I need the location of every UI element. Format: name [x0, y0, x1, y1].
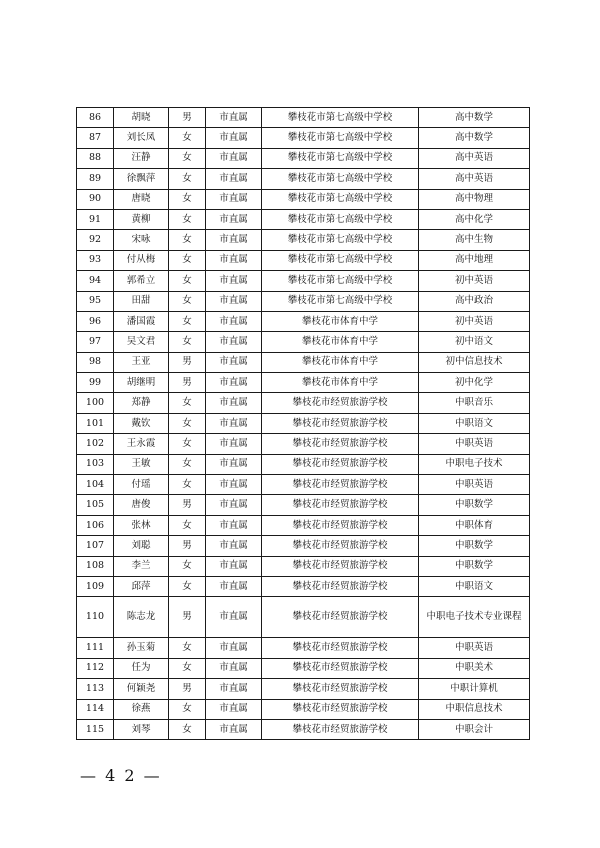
table-row — [77, 332, 530, 352]
cell-gender: 女 — [169, 638, 206, 658]
cell-gender: 女 — [169, 658, 206, 678]
cell-number: 104 — [77, 475, 114, 495]
cell-school: 攀枝花市第七高级中学校 — [262, 209, 419, 229]
table-row — [77, 271, 530, 291]
cell-gender: 女 — [169, 128, 206, 148]
cell-school: 攀枝花市经贸旅游学校 — [262, 699, 419, 719]
cell-affiliation: 市直属 — [206, 719, 262, 739]
cell-name: 吴文君 — [114, 332, 169, 352]
cell-name: 黄柳 — [114, 209, 169, 229]
cell-affiliation: 市直属 — [206, 638, 262, 658]
table-row — [77, 291, 530, 311]
cell-gender: 女 — [169, 699, 206, 719]
cell-affiliation: 市直属 — [206, 393, 262, 413]
cell-number: 97 — [77, 332, 114, 352]
cell-subject: 高中化学 — [419, 209, 530, 229]
cell-school: 攀枝花市经贸旅游学校 — [262, 475, 419, 495]
cell-school: 攀枝花市经贸旅游学校 — [262, 495, 419, 515]
table-row — [77, 699, 530, 719]
cell-subject: 中职美术 — [419, 658, 530, 678]
cell-gender: 女 — [169, 189, 206, 209]
roster-table — [76, 107, 530, 740]
cell-affiliation: 市直属 — [206, 597, 262, 638]
cell-gender: 男 — [169, 679, 206, 699]
table-row — [77, 209, 530, 229]
cell-gender: 女 — [169, 576, 206, 596]
cell-name: 陈志龙 — [114, 597, 169, 638]
cell-gender: 女 — [169, 413, 206, 433]
cell-affiliation: 市直属 — [206, 679, 262, 699]
cell-name: 徐飘萍 — [114, 169, 169, 189]
cell-number: 89 — [77, 169, 114, 189]
cell-subject: 中职电子技术专业课程 — [419, 597, 530, 638]
table-row — [77, 230, 530, 250]
cell-school: 攀枝花市经贸旅游学校 — [262, 413, 419, 433]
cell-number: 94 — [77, 271, 114, 291]
cell-gender: 女 — [169, 250, 206, 270]
cell-school: 攀枝花市经贸旅游学校 — [262, 556, 419, 576]
cell-gender: 女 — [169, 271, 206, 291]
cell-gender: 男 — [169, 495, 206, 515]
cell-subject: 初中英语 — [419, 311, 530, 331]
cell-name: 唐俊 — [114, 495, 169, 515]
table-row — [77, 536, 530, 556]
cell-subject: 高中数学 — [419, 128, 530, 148]
cell-number: 106 — [77, 515, 114, 535]
cell-name: 戴钦 — [114, 413, 169, 433]
cell-gender: 女 — [169, 169, 206, 189]
cell-name: 王亚 — [114, 352, 169, 372]
cell-gender: 女 — [169, 209, 206, 229]
cell-subject: 高中生物 — [419, 230, 530, 250]
table-row — [77, 434, 530, 454]
cell-school: 攀枝花市经贸旅游学校 — [262, 658, 419, 678]
cell-gender: 女 — [169, 148, 206, 168]
cell-affiliation: 市直属 — [206, 332, 262, 352]
cell-affiliation: 市直属 — [206, 128, 262, 148]
table-row — [77, 679, 530, 699]
cell-school: 攀枝花市第七高级中学校 — [262, 250, 419, 270]
cell-subject: 中职英语 — [419, 475, 530, 495]
table-row — [77, 189, 530, 209]
roster-table-body — [77, 108, 530, 740]
cell-subject: 中职电子技术 — [419, 454, 530, 474]
cell-subject: 中职数学 — [419, 556, 530, 576]
cell-affiliation: 市直属 — [206, 699, 262, 719]
cell-number: 110 — [77, 597, 114, 638]
cell-gender: 男 — [169, 597, 206, 638]
cell-subject: 中职会计 — [419, 719, 530, 739]
cell-number: 87 — [77, 128, 114, 148]
table-row — [77, 169, 530, 189]
cell-school: 攀枝花市经贸旅游学校 — [262, 454, 419, 474]
table-row — [77, 576, 530, 596]
cell-affiliation: 市直属 — [206, 536, 262, 556]
cell-subject: 初中信息技术 — [419, 352, 530, 372]
cell-school: 攀枝花市经贸旅游学校 — [262, 393, 419, 413]
cell-school: 攀枝花市经贸旅游学校 — [262, 597, 419, 638]
table-row — [77, 638, 530, 658]
cell-affiliation: 市直属 — [206, 291, 262, 311]
cell-name: 宋咏 — [114, 230, 169, 250]
cell-subject: 高中政治 — [419, 291, 530, 311]
cell-affiliation: 市直属 — [206, 454, 262, 474]
cell-gender: 女 — [169, 393, 206, 413]
cell-number: 111 — [77, 638, 114, 658]
cell-name: 胡继明 — [114, 373, 169, 393]
cell-subject: 中职英语 — [419, 638, 530, 658]
cell-gender: 男 — [169, 373, 206, 393]
cell-subject: 高中英语 — [419, 148, 530, 168]
cell-subject: 中职信息技术 — [419, 699, 530, 719]
table-row — [77, 373, 530, 393]
cell-affiliation: 市直属 — [206, 434, 262, 454]
cell-subject: 中职英语 — [419, 434, 530, 454]
cell-number: 99 — [77, 373, 114, 393]
table-row — [77, 597, 530, 638]
cell-affiliation: 市直属 — [206, 311, 262, 331]
table-row — [77, 108, 530, 128]
cell-affiliation: 市直属 — [206, 209, 262, 229]
cell-subject: 中职音乐 — [419, 393, 530, 413]
cell-school: 攀枝花市第七高级中学校 — [262, 128, 419, 148]
cell-number: 98 — [77, 352, 114, 372]
cell-gender: 女 — [169, 454, 206, 474]
cell-school: 攀枝花市第七高级中学校 — [262, 169, 419, 189]
cell-name: 王敏 — [114, 454, 169, 474]
cell-affiliation: 市直属 — [206, 148, 262, 168]
cell-school: 攀枝花市经贸旅游学校 — [262, 576, 419, 596]
cell-subject: 中职数学 — [419, 536, 530, 556]
cell-name: 刘琴 — [114, 719, 169, 739]
cell-name: 刘长凤 — [114, 128, 169, 148]
cell-school: 攀枝花市第七高级中学校 — [262, 271, 419, 291]
cell-number: 90 — [77, 189, 114, 209]
cell-name: 任为 — [114, 658, 169, 678]
table-row — [77, 128, 530, 148]
cell-name: 郭希立 — [114, 271, 169, 291]
cell-affiliation: 市直属 — [206, 475, 262, 495]
cell-subject: 高中物理 — [419, 189, 530, 209]
table-row — [77, 515, 530, 535]
cell-school: 攀枝花市第七高级中学校 — [262, 291, 419, 311]
cell-affiliation: 市直属 — [206, 413, 262, 433]
cell-affiliation: 市直属 — [206, 515, 262, 535]
cell-affiliation: 市直属 — [206, 250, 262, 270]
table-row — [77, 148, 530, 168]
table-row — [77, 658, 530, 678]
cell-school: 攀枝花市体育中学 — [262, 352, 419, 372]
table-row — [77, 352, 530, 372]
table-row — [77, 495, 530, 515]
cell-affiliation: 市直属 — [206, 576, 262, 596]
cell-school: 攀枝花市第七高级中学校 — [262, 108, 419, 128]
cell-affiliation: 市直属 — [206, 169, 262, 189]
cell-number: 109 — [77, 576, 114, 596]
cell-gender: 女 — [169, 719, 206, 739]
cell-number: 103 — [77, 454, 114, 474]
cell-gender: 女 — [169, 475, 206, 495]
cell-school: 攀枝花市经贸旅游学校 — [262, 536, 419, 556]
cell-name: 刘聪 — [114, 536, 169, 556]
table-row — [77, 556, 530, 576]
cell-number: 95 — [77, 291, 114, 311]
cell-subject: 高中数学 — [419, 108, 530, 128]
cell-number: 100 — [77, 393, 114, 413]
cell-school: 攀枝花市经贸旅游学校 — [262, 434, 419, 454]
cell-affiliation: 市直属 — [206, 108, 262, 128]
cell-subject: 中职数学 — [419, 495, 530, 515]
cell-name: 潘国霞 — [114, 311, 169, 331]
table-row — [77, 311, 530, 331]
cell-gender: 女 — [169, 311, 206, 331]
cell-number: 108 — [77, 556, 114, 576]
cell-name: 孙玉菊 — [114, 638, 169, 658]
cell-affiliation: 市直属 — [206, 189, 262, 209]
table-row — [77, 475, 530, 495]
cell-affiliation: 市直属 — [206, 230, 262, 250]
cell-name: 邱萍 — [114, 576, 169, 596]
cell-number: 86 — [77, 108, 114, 128]
cell-name: 唐晓 — [114, 189, 169, 209]
cell-number: 93 — [77, 250, 114, 270]
cell-subject: 初中化学 — [419, 373, 530, 393]
cell-number: 113 — [77, 679, 114, 699]
cell-name: 张林 — [114, 515, 169, 535]
cell-affiliation: 市直属 — [206, 271, 262, 291]
cell-school: 攀枝花市经贸旅游学校 — [262, 515, 419, 535]
cell-name: 李兰 — [114, 556, 169, 576]
cell-subject: 中职语文 — [419, 576, 530, 596]
cell-name: 王永霞 — [114, 434, 169, 454]
cell-name: 付从梅 — [114, 250, 169, 270]
cell-school: 攀枝花市体育中学 — [262, 373, 419, 393]
cell-affiliation: 市直属 — [206, 495, 262, 515]
cell-subject: 初中英语 — [419, 271, 530, 291]
cell-affiliation: 市直属 — [206, 658, 262, 678]
cell-subject: 中职语文 — [419, 413, 530, 433]
cell-subject: 中职体育 — [419, 515, 530, 535]
cell-affiliation: 市直属 — [206, 556, 262, 576]
cell-school: 攀枝花市经贸旅游学校 — [262, 719, 419, 739]
cell-school: 攀枝花市经贸旅游学校 — [262, 679, 419, 699]
cell-school: 攀枝花市体育中学 — [262, 311, 419, 331]
cell-gender: 女 — [169, 556, 206, 576]
cell-number: 112 — [77, 658, 114, 678]
cell-name: 胡晓 — [114, 108, 169, 128]
cell-subject: 初中语文 — [419, 332, 530, 352]
cell-name: 付瑶 — [114, 475, 169, 495]
cell-name: 郑静 — [114, 393, 169, 413]
cell-number: 114 — [77, 699, 114, 719]
cell-gender: 男 — [169, 108, 206, 128]
cell-number: 96 — [77, 311, 114, 331]
cell-name: 何颖尧 — [114, 679, 169, 699]
cell-school: 攀枝花市第七高级中学校 — [262, 148, 419, 168]
cell-number: 91 — [77, 209, 114, 229]
cell-affiliation: 市直属 — [206, 373, 262, 393]
cell-name: 汪静 — [114, 148, 169, 168]
cell-gender: 女 — [169, 515, 206, 535]
table-row — [77, 393, 530, 413]
cell-gender: 男 — [169, 352, 206, 372]
cell-gender: 男 — [169, 536, 206, 556]
cell-name: 田甜 — [114, 291, 169, 311]
cell-gender: 女 — [169, 291, 206, 311]
cell-number: 88 — [77, 148, 114, 168]
cell-school: 攀枝花市经贸旅游学校 — [262, 638, 419, 658]
cell-name: 徐燕 — [114, 699, 169, 719]
table-row — [77, 250, 530, 270]
cell-gender: 女 — [169, 332, 206, 352]
cell-number: 107 — [77, 536, 114, 556]
cell-subject: 高中英语 — [419, 169, 530, 189]
cell-gender: 女 — [169, 230, 206, 250]
cell-subject: 中职计算机 — [419, 679, 530, 699]
cell-school: 攀枝花市体育中学 — [262, 332, 419, 352]
cell-affiliation: 市直属 — [206, 352, 262, 372]
table-row — [77, 413, 530, 433]
cell-number: 92 — [77, 230, 114, 250]
table-row — [77, 454, 530, 474]
cell-school: 攀枝花市第七高级中学校 — [262, 189, 419, 209]
page-number: — 4 2 — — [80, 766, 162, 785]
cell-number: 115 — [77, 719, 114, 739]
cell-number: 105 — [77, 495, 114, 515]
cell-school: 攀枝花市第七高级中学校 — [262, 230, 419, 250]
cell-gender: 女 — [169, 434, 206, 454]
table-row — [77, 719, 530, 739]
cell-subject: 高中地理 — [419, 250, 530, 270]
cell-number: 101 — [77, 413, 114, 433]
cell-number: 102 — [77, 434, 114, 454]
